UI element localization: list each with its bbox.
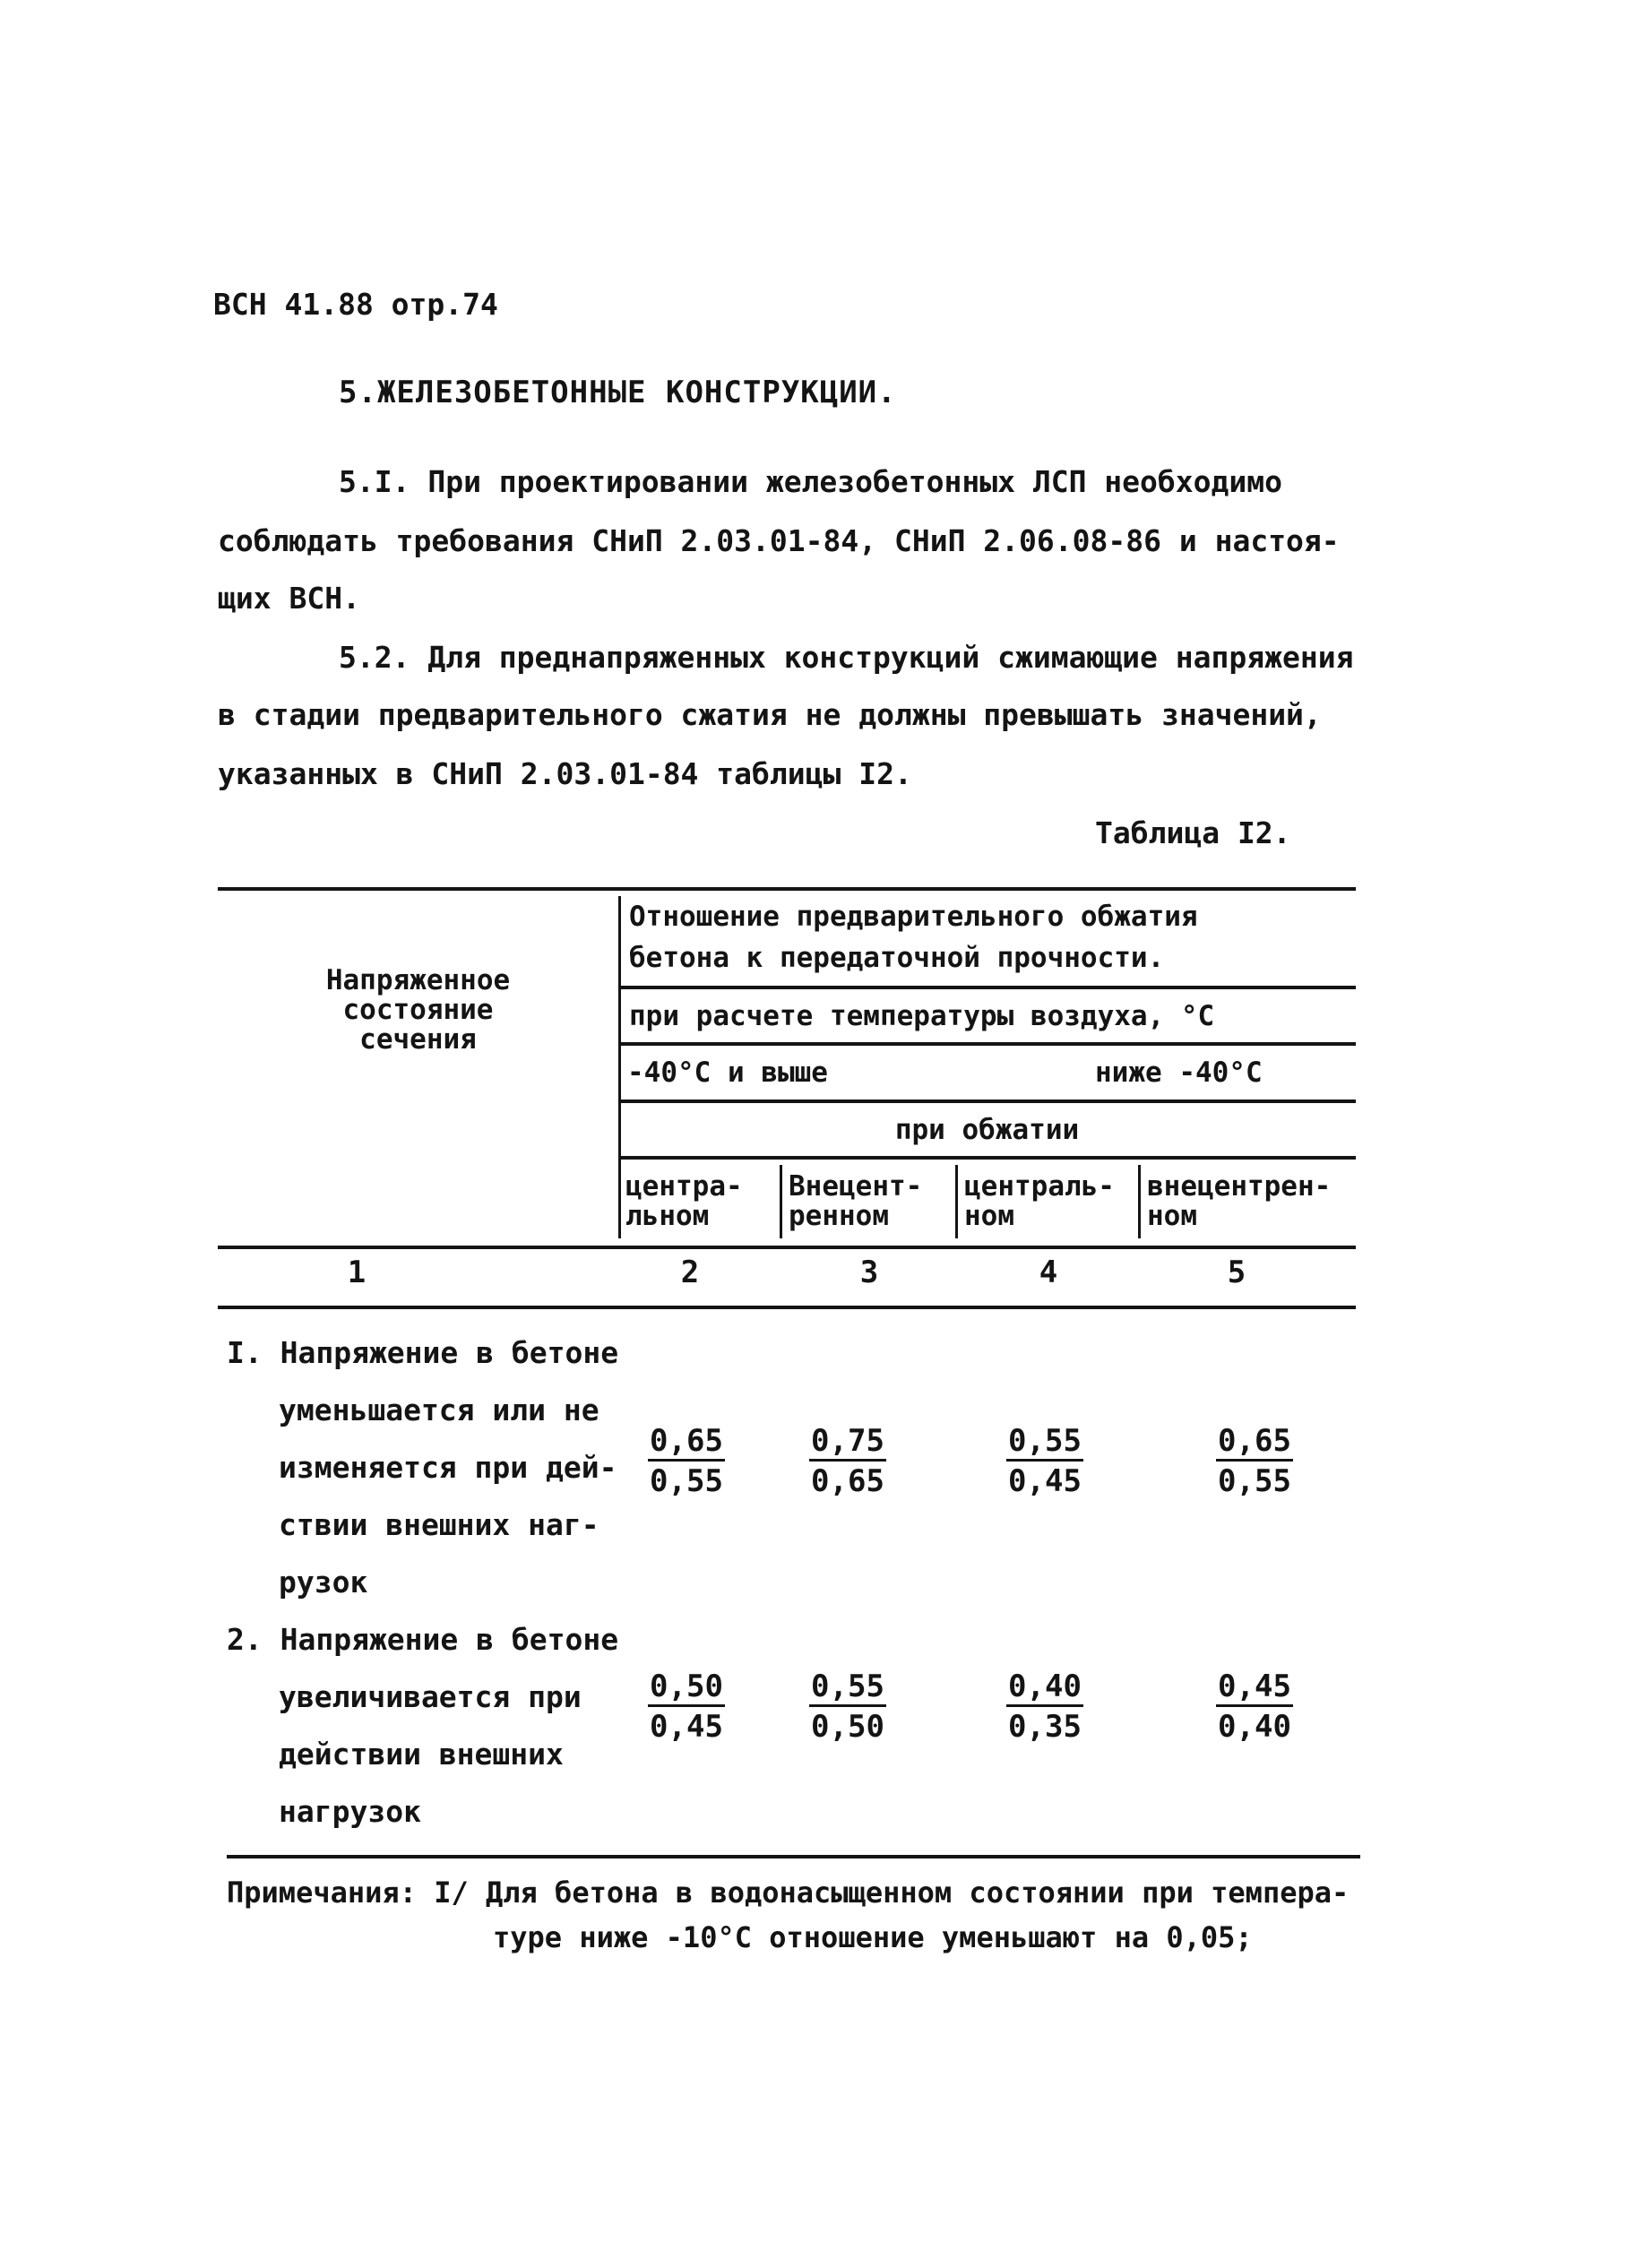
row-1-label-line-5: рузок — [279, 1565, 368, 1600]
table-top-rule — [218, 887, 1356, 891]
row-1-col-4-denominator: 0,45 — [1008, 1463, 1082, 1499]
row-2-value-col-2 — [624, 1669, 749, 1746]
subcol-2-line-2: ренном — [789, 1200, 889, 1232]
row-2-label-line-4: нагрузок — [279, 1794, 421, 1829]
row-1-col-2-denominator: 0,55 — [650, 1463, 723, 1499]
table-bottom-rule — [227, 1855, 1360, 1858]
table-caption: Таблица I2. — [1095, 815, 1291, 850]
subcol-3-line-1: централь- — [964, 1170, 1115, 1203]
row-header-line-3: сечения — [359, 1023, 477, 1056]
subcol-separator-1 — [780, 1165, 782, 1238]
row-1-label-line-4: ствии внешних наг- — [279, 1507, 599, 1542]
paragraph-5-1-line-2: соблюдать требования СНиП 2.03.01-84, СНиП 2.06.08-86 и настоя- — [218, 523, 1340, 558]
group-header — [629, 896, 1198, 979]
col-numbers-rule — [218, 1306, 1356, 1309]
paragraph-5-2-line-3: указанных в СНиП 2.03.01-84 таблицы I2. — [218, 756, 912, 791]
column-number-5: 5 — [1227, 1255, 1246, 1290]
row-header-line-2: состояние — [342, 994, 494, 1026]
row-1-value-col-3 — [785, 1423, 910, 1501]
row-1-col-2-numerator: 0,65 — [648, 1423, 725, 1462]
subcol-1-line-2: льном — [625, 1200, 710, 1232]
notes-line-1: Примечания: I/ Для бетона в водонасыщенном состоянии при темпера- — [227, 1876, 1350, 1910]
group-header-line-1: Отношение предварительного обжатия — [629, 901, 1198, 933]
row-2-label-line-1: 2. Напряжение в бетоне — [227, 1622, 619, 1657]
column-number-3: 3 — [859, 1255, 879, 1290]
row-2-label-line-2: увеличивается при — [279, 1679, 582, 1714]
temp-header-rule — [618, 1042, 1356, 1046]
row-2-value-col-3 — [785, 1669, 910, 1746]
paragraph-5-2-line-2: в стадии предварительного сжатия не должны превышать значений, — [218, 697, 1322, 732]
row-2-col-5-denominator: 0,40 — [1218, 1709, 1291, 1745]
compression-rule — [618, 1156, 1356, 1160]
row-1-value-col-4 — [982, 1423, 1108, 1501]
temperature-below: ниже -40°С — [1095, 1056, 1263, 1089]
header-bottom-rule — [218, 1246, 1356, 1249]
subcol-3-line-2: ном — [964, 1200, 1014, 1232]
paragraph-5-2-line-1: 5.2. Для преднапряженных конструкций сжимающие напряжения — [339, 640, 1354, 675]
temperature-header: при расчете температуры воздуха, °С — [629, 1000, 1215, 1032]
temperature-above: -40°С и выше — [627, 1056, 828, 1089]
row-header — [218, 966, 618, 1055]
column-number-1: 1 — [347, 1255, 367, 1290]
row-2-col-4-numerator: 0,40 — [1006, 1669, 1083, 1707]
subcol-header-eccentric-1 — [789, 1172, 922, 1231]
subcol-4-line-2: ном — [1147, 1200, 1197, 1232]
row-1-col-4-numerator: 0,55 — [1006, 1423, 1083, 1462]
row-2-col-2-numerator: 0,50 — [648, 1669, 725, 1707]
group-header-line-2: бетона к передаточной прочности. — [629, 942, 1165, 974]
row-1-value-col-2 — [624, 1423, 749, 1501]
row-2-value-col-4 — [982, 1669, 1108, 1746]
row-2-value-col-5 — [1192, 1669, 1317, 1746]
row-2-col-5-numerator: 0,45 — [1216, 1669, 1293, 1707]
table-row-1-label — [227, 1324, 618, 1611]
paragraph-5-1-line-1: 5.I. При проектировании железобетонных ЛСП необходимо — [339, 464, 1282, 499]
temp-range-rule — [618, 1100, 1356, 1103]
subcol-1-line-1: центра- — [625, 1170, 743, 1203]
subcol-header-central-1 — [625, 1172, 743, 1231]
subcol-header-eccentric-2 — [1147, 1172, 1331, 1231]
row-1-label-line-1: I. Напряжение в бетоне — [227, 1335, 619, 1370]
subcol-2-line-1: Внецент- — [789, 1170, 923, 1203]
table-row-2-label — [227, 1611, 618, 1841]
subcol-separator-2 — [955, 1165, 958, 1238]
compression-header: при обжатии — [894, 1114, 1080, 1146]
subcol-4-line-1: внецентрен- — [1147, 1170, 1332, 1203]
paragraph-5-1-line-3: щих ВСН. — [218, 581, 360, 616]
document-reference: ВСН 41.88 отр.74 — [213, 287, 498, 322]
section-title: 5.ЖЕЛЕЗОБЕТОННЫЕ КОНСТРУКЦИИ. — [339, 375, 897, 410]
row-header-line-1: Напряженное — [325, 964, 511, 996]
row-1-col-3-numerator: 0,75 — [809, 1423, 886, 1462]
header-column-separator — [618, 896, 621, 1238]
row-1-label-line-2: уменьшается или не — [279, 1393, 599, 1427]
row-1-label-line-3: изменяется при дей- — [279, 1450, 617, 1485]
notes-line-2: туре ниже -10°С отношение уменьшают на 0,05; — [493, 1920, 1253, 1954]
row-2-col-3-numerator: 0,55 — [809, 1669, 886, 1707]
row-2-col-2-denominator: 0,45 — [650, 1709, 723, 1745]
row-1-col-3-denominator: 0,65 — [811, 1463, 884, 1499]
row-1-col-5-denominator: 0,55 — [1218, 1463, 1291, 1499]
column-number-4: 4 — [1039, 1255, 1058, 1290]
row-1-value-col-5 — [1192, 1423, 1317, 1501]
row-2-label-line-3: действии внешних — [279, 1737, 564, 1772]
row-1-col-5-numerator: 0,65 — [1216, 1423, 1293, 1462]
row-2-col-3-denominator: 0,50 — [811, 1709, 884, 1745]
subcol-separator-3 — [1138, 1165, 1141, 1238]
subcol-header-central-2 — [964, 1172, 1115, 1231]
group-header-rule — [618, 986, 1356, 989]
column-number-2: 2 — [680, 1255, 700, 1290]
row-2-col-4-denominator: 0,35 — [1008, 1709, 1082, 1745]
